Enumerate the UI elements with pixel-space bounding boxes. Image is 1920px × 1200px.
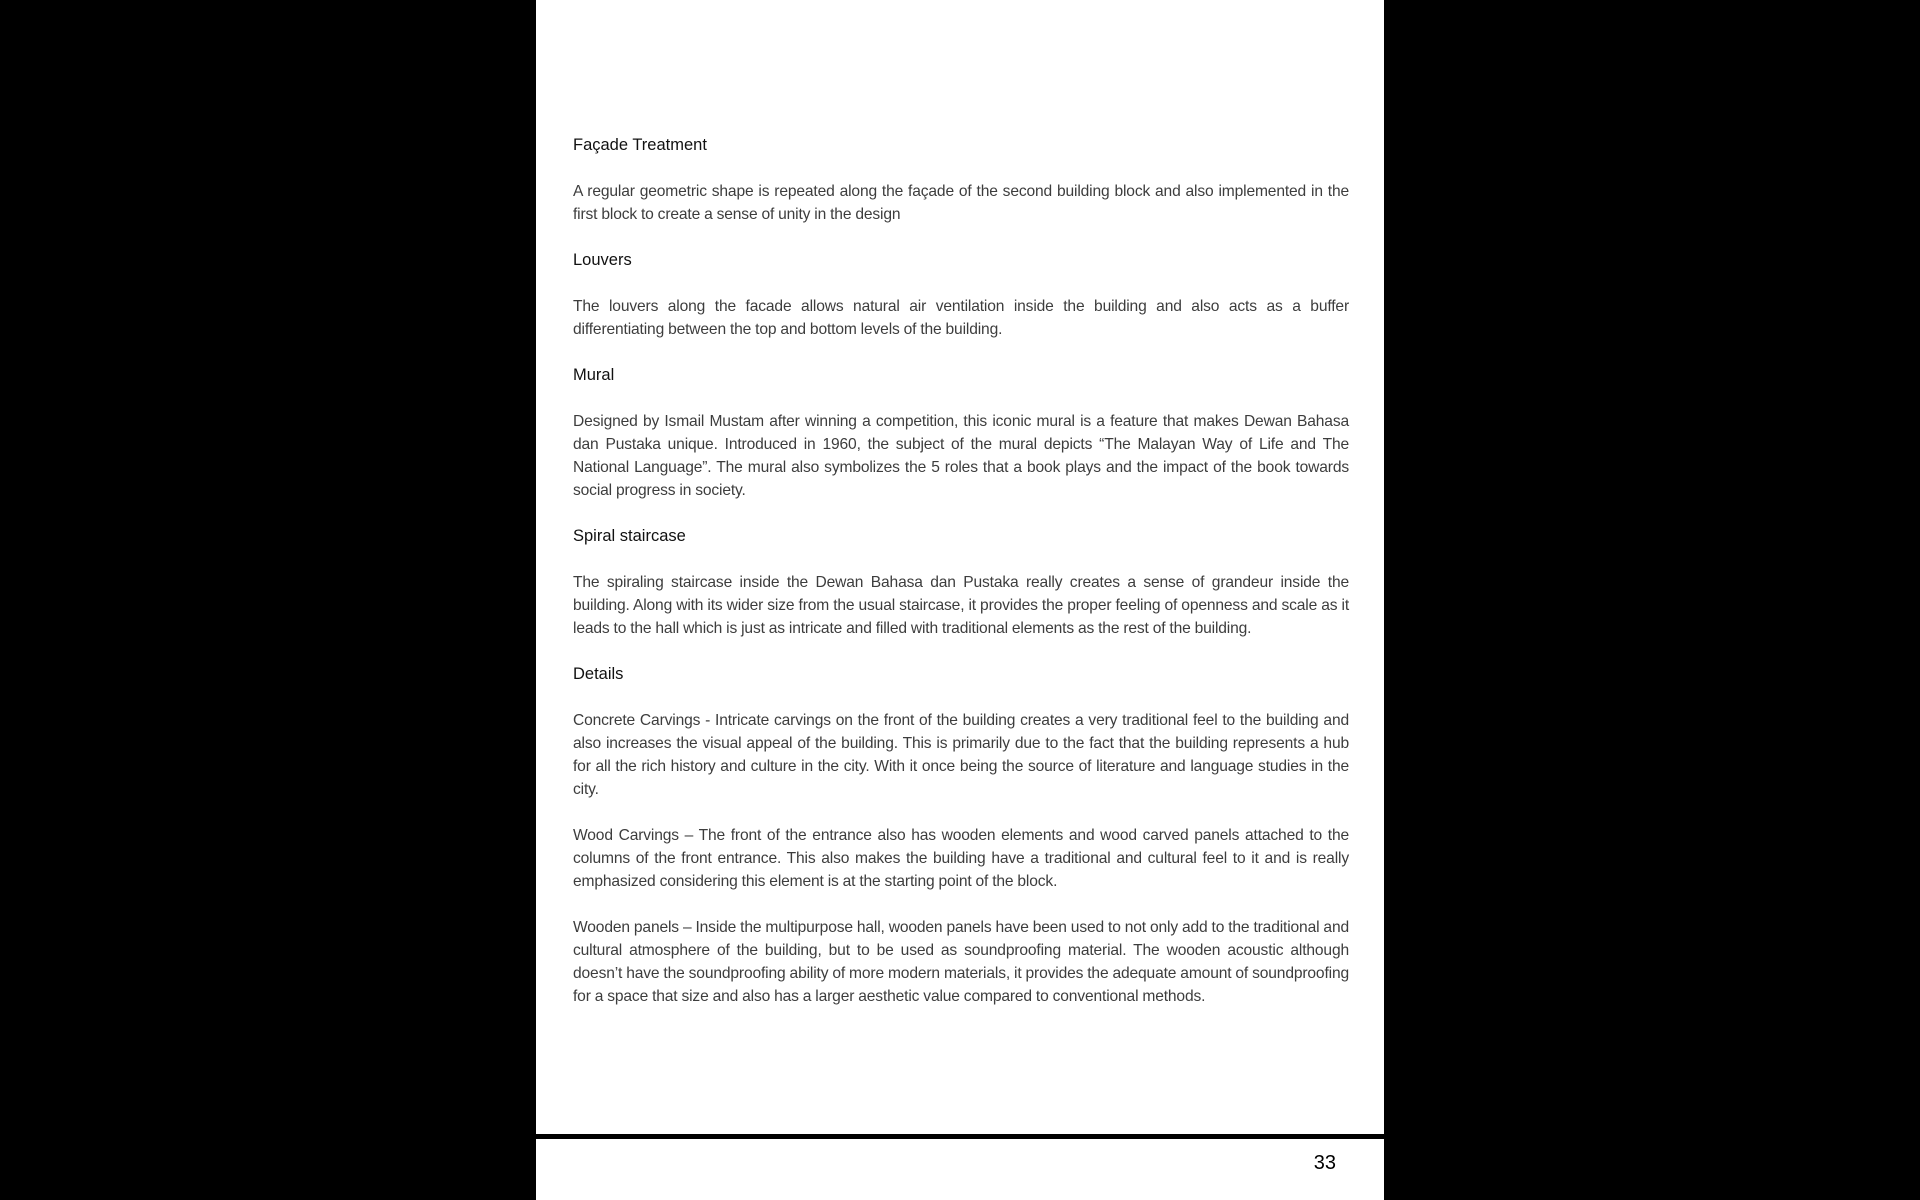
page-content xyxy=(573,134,1349,1031)
section-heading: Details xyxy=(573,665,624,683)
section-facade-treatment xyxy=(573,134,1349,226)
section-details xyxy=(573,663,1349,1008)
section-paragraph: The louvers along the facade allows natural air ventilation inside the building and also acts as a buffer differentiating between the top and bottom levels of the building. xyxy=(573,298,1349,338)
footer-divider xyxy=(536,1134,1384,1139)
section-spiral-staircase xyxy=(573,525,1349,640)
section-heading: Spiral staircase xyxy=(573,527,686,545)
section-paragraph: The spiraling staircase inside the Dewan Bahasa dan Pustaka really creates a sense of grandeur inside the building. Along with its wider size from the usual staircase, it provides the proper feeling of openness and scale as it leads to the hall which is just as intricate and filled with traditional elements as the rest of the building. xyxy=(573,574,1349,637)
section-paragraph: A regular geometric shape is repeated along the façade of the second building block and also implemented in the first block to create a sense of unity in the design xyxy=(573,183,1349,223)
section-mural xyxy=(573,364,1349,502)
section-louvers xyxy=(573,249,1349,341)
section-heading: Louvers xyxy=(573,251,632,269)
section-heading: Mural xyxy=(573,366,615,384)
section-paragraph-wood-carvings: Wood Carvings – The front of the entrance also has wooden elements and wood carved panels attached to the columns of the front entrance. This also makes the building have a traditional and cultural feel to it and is really emphasized considering this element is at the starting point of the block. xyxy=(573,827,1349,890)
section-paragraph: Designed by Ismail Mustam after winning a competition, this iconic mural is a feature that makes Dewan Bahasa dan Pustaka unique. Introduced in 1960, the subject of the mural depicts “The Malayan Way of Life and The National Language”. The mural also symbolizes the 5 roles that a book plays and the impact of the book towards social progress in society. xyxy=(573,413,1349,499)
section-paragraph-wooden-panels: Wooden panels – Inside the multipurpose hall, wooden panels have been used to not only add to the traditional and cultural atmosphere of the building, but to be used as soundproofing material. The wooden acoustic although doesn’t have the soundproofing ability of more modern materials, it provides the adequate amount of soundproofing for a space that size and also has a larger aesthetic value compared to conventional methods. xyxy=(573,919,1349,1005)
page-number: 33 xyxy=(1313,1152,1336,1174)
section-paragraph-concrete-carvings: Concrete Carvings - Intricate carvings on the front of the building creates a very traditional feel to the building and also increases the visual appeal of the building. This is primarily due to the fact that the building represents a hub for all the rich history and culture in the city. With it once being the source of literature and language studies in the city. xyxy=(573,712,1349,798)
section-heading: Façade Treatment xyxy=(573,136,707,154)
document-page xyxy=(536,0,1384,1200)
